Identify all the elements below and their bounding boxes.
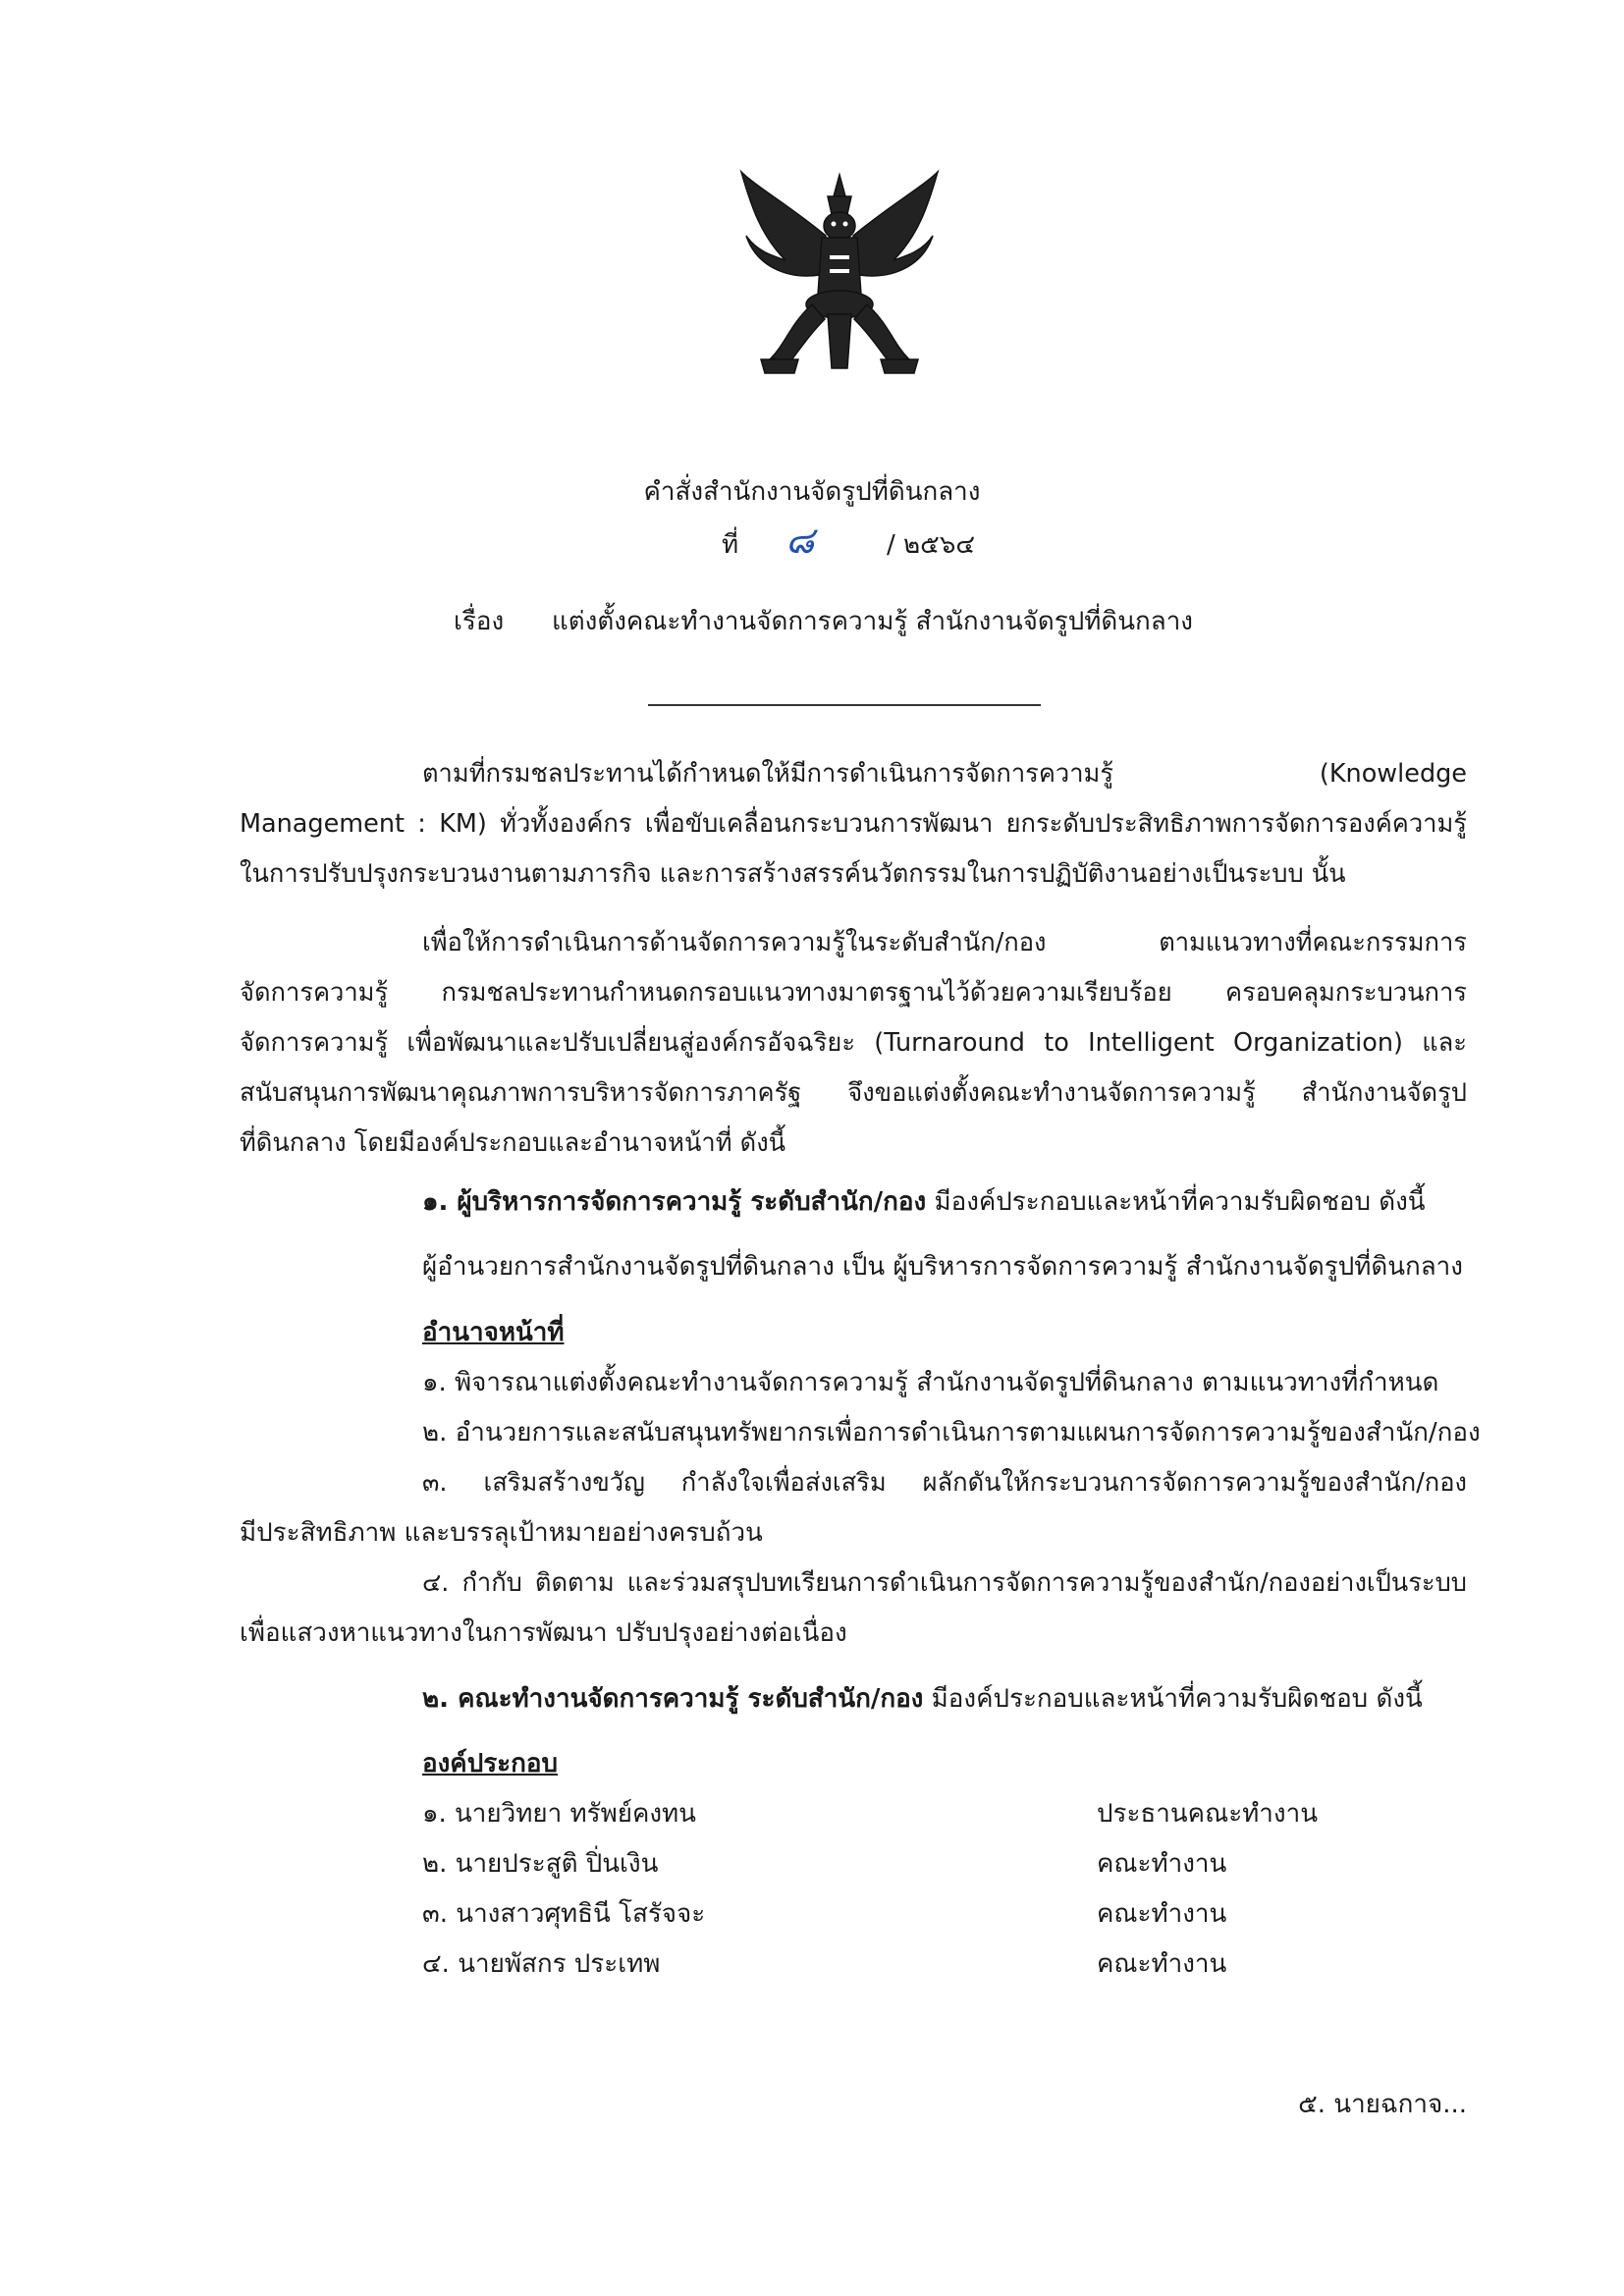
section1-heading-bold: ๑. ผู้บริหารการจัดการความรู้ ระดับสำนัก/กอง	[422, 1187, 927, 1217]
member-2-role: คณะทำงาน	[1097, 1849, 1227, 1879]
member-3-name: ๓. นางสาวศุทธินี โสรัจจะ	[422, 1899, 706, 1929]
section2-heading-bold: ๒. คณะทำงานจัดการความรู้ ระดับสำนัก/กอง	[422, 1684, 924, 1714]
section1-heading	[422, 1177, 1467, 1228]
garuda-emblem-icon	[731, 167, 947, 383]
section1-duty4-b: เพื่อแสวงหาแนวทางในการพัฒนา ปรับปรุงอย่างต่อเนื่อง	[240, 1618, 847, 1648]
section1-executive-line: ผู้อำนวยการสำนักงานจัดรูปที่ดินกลาง เป็น ผู้บริหารการจัดการความรู้ สำนักงานจัดรูปที่ดินกลาง	[422, 1252, 1463, 1282]
subject-text: แต่งตั้งคณะทำงานจัดการความรู้ สำนักงานจัดรูปที่ดินกลาง	[552, 607, 1193, 636]
member-1-role: ประธานคณะทำงาน	[1097, 1799, 1318, 1829]
order-title: คำสั่งสำนักงานจัดรูปที่ดินกลาง	[643, 477, 981, 507]
continuation-marker: ๕. นายฉกาจ...	[1298, 2090, 1467, 2119]
para2-line1: เพื่อให้การดำเนินการด้านจัดการความรู้ในระดับสำนัก/กอง ตามแนวทางที่คณะกรรมการ	[422, 928, 1467, 957]
section1-heading-rest: มีองค์ประกอบและหน้าที่ความรับผิดชอบ ดังนี้	[934, 1187, 1426, 1217]
member-4-name: ๔. นายพัสกร ประเทพ	[422, 1949, 661, 1979]
member-4-role: คณะทำงาน	[1097, 1949, 1227, 1979]
section2-heading-rest: มีองค์ประกอบและหน้าที่ความรับผิดชอบ ดังนี้	[931, 1684, 1423, 1714]
para2-line2: จัดการความรู้ กรมชลประทานกำหนดกรอบแนวทางมาตรฐานไว้ด้วยความเรียบร้อย ครอบคลุมกระบวนการ	[240, 978, 1467, 1008]
header-divider	[648, 704, 1041, 706]
section1-duties-heading: อำนาจหน้าที่	[422, 1318, 565, 1347]
para2-line4: สนับสนุนการพัฒนาคุณภาพการบริหารจัดการภาครัฐ จึงขอแต่งตั้งคณะทำงานจัดการความรู้ สำนักงานจัดรูป	[240, 1078, 1467, 1108]
member-1-name: ๑. นายวิทยา ทรัพย์คงทน	[422, 1799, 696, 1829]
para1-line2: Management : KM) ทั่วทั้งองค์กร เพื่อขับเคลื่อนกระบวนการพัฒนา ยกระดับประสิทธิภาพการจัดการองค์ความรู้	[240, 809, 1467, 839]
member-2-name: ๒. นายประสูติ ปิ่นเงิน	[422, 1849, 659, 1879]
subject-label: เรื่อง	[454, 607, 505, 636]
para1-line1: ตามที่กรมชลประทานได้กำหนดให้มีการดำเนินการจัดการความรู้ (Knowledge	[422, 759, 1467, 789]
member-3-role: คณะทำงาน	[1097, 1899, 1227, 1929]
section1-duty3-b: มีประสิทธิภาพ และบรรลุเป้าหมายอย่างครบถ้วน	[240, 1518, 763, 1548]
order-year: / ๒๕๖๔	[887, 530, 976, 560]
section1-duty3-a: ๓. เสริมสร้างขวัญ กำลังใจเพื่อส่งเสริม ผลักดันให้กระบวนการจัดการความรู้ของสำนัก/กอง	[422, 1468, 1467, 1498]
section1-duty2: ๒. อำนวยการและสนับสนุนทรัพยากรเพื่อการดำเนินการตามแผนการจัดการความรู้ของสำนัก/กอง	[422, 1418, 1481, 1448]
para2-line3: จัดการความรู้ เพื่อพัฒนาและปรับเปลี่ยนสู่องค์กรอัจฉริยะ (Turnaround to Intelligent Organization) และ	[240, 1028, 1467, 1058]
section1-duty4-a: ๔. กำกับ ติดตาม และร่วมสรุปบทเรียนการดำเนินการจัดการความรู้ของสำนัก/กองอย่างเป็นระบบ	[422, 1568, 1467, 1598]
para1-line3: ในการปรับปรุงกระบวนงานตามภารกิจ และการสร้างสรรค์นวัตกรรมในการปฏิบัติงานอย่างเป็นระบบ นั้น	[240, 859, 1346, 889]
section2-members-heading: องค์ประกอบ	[422, 1749, 558, 1778]
section1-duty1: ๑. พิจารณาแต่งตั้งคณะทำงานจัดการความรู้ สำนักงานจัดรูปที่ดินกลาง ตามแนวทางที่กำหนด	[422, 1368, 1439, 1397]
order-number-label: ที่	[722, 530, 739, 560]
para2-line5: ที่ดินกลาง โดยมีองค์ประกอบและอำนาจหน้าที่ ดังนี้	[240, 1128, 786, 1158]
order-number-value: ๘	[785, 519, 815, 562]
section2-heading	[422, 1674, 1467, 1724]
